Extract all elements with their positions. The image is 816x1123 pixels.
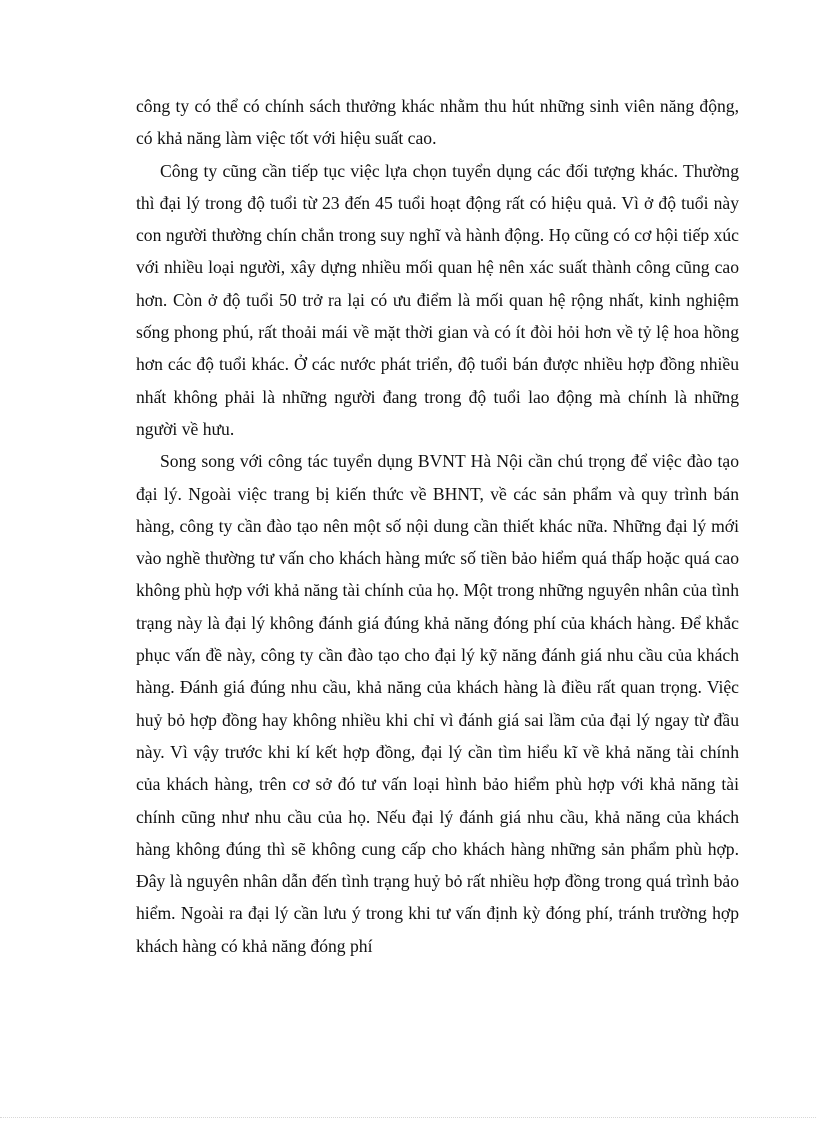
paragraph-recruitment-age: Công ty cũng cần tiếp tục việc lựa chọn tuyển dụng các đối tượng khác. Thường thì đại lý trong độ tuổi từ 23 đến 45 tuổi hoạt động rất có hiệu quả. Vì ở độ tuổi này con người thường chín chắn trong suy nghĩ và hành động. Họ cũng có cơ hội tiếp xúc với nhiều loại người, xây dựng nhiều mối quan hệ nên xác suất thành công cũng cao hơn. Còn ở độ tuổi 50 trở ra lại có ưu điểm là mối quan hệ rộng nhất, kinh nghiệm sống phong phú, rất thoải mái về mặt thời gian và có ít đòi hỏi hơn về tỷ lệ hoa hồng hơn các độ tuổi khác. Ở các nước phát triển, độ tuổi bán được nhiều hợp đồng nhiều nhất không phải là những người đang trong độ tuổi lao động mà chính là những người về hưu. xyxy=(136,160,739,439)
document-body xyxy=(136,90,739,962)
paragraph-continuation: công ty có thể có chính sách thưởng khác nhằm thu hút những sinh viên năng động, có khả năng làm việc tốt với hiệu suất cao. xyxy=(136,96,739,149)
page-bottom-divider xyxy=(0,1117,816,1118)
paragraph-agent-training: Song song với công tác tuyển dụng BVNT Hà Nội cần chú trọng để việc đào tạo đại lý. Ngoài việc trang bị kiến thức về BHNT, về các sản phẩm và quy trình bán hàng, công ty cần đào tạo nên một số nội dung cần thiết khác nữa. Những đại lý mới vào nghề thường tư vấn cho khách hàng mức số tiền bảo hiểm quá thấp hoặc quá cao không phù hợp với khả năng tài chính của họ. Một trong những nguyên nhân của tình trạng này là đại lý không đánh giá đúng khả năng đóng phí của khách hàng. Để khắc phục vấn đề này, công ty cần đào tạo cho đại lý kỹ năng đánh giá nhu cầu của khách hàng. Đánh giá đúng nhu cầu, khả năng của khách hàng là điều rất quan trọng. Việc huỷ bỏ hợp đồng hay không nhiều khi chỉ vì đánh giá sai lầm của đại lý ngay từ đầu này. Vì vậy trước khi kí kết hợp đồng, đại lý cần tìm hiểu kĩ về khả năng tài chính của khách hàng, trên cơ sở đó tư vấn loại hình bảo hiểm phù hợp với khả năng tài chính cũng như nhu cầu của họ. Nếu đại lý đánh giá nhu cầu, khả năng của khách hàng không đúng thì sẽ không cung cấp cho khách hàng những sản phẩm phù hợp. Đây là nguyên nhân dẫn đến tình trạng huỷ bỏ rất nhiều hợp đồng trong quá trình bảo hiểm. Ngoài ra đại lý cần lưu ý trong khi tư vấn định kỳ đóng phí, tránh trường hợp khách hàng có khả năng đóng phí xyxy=(136,451,739,956)
